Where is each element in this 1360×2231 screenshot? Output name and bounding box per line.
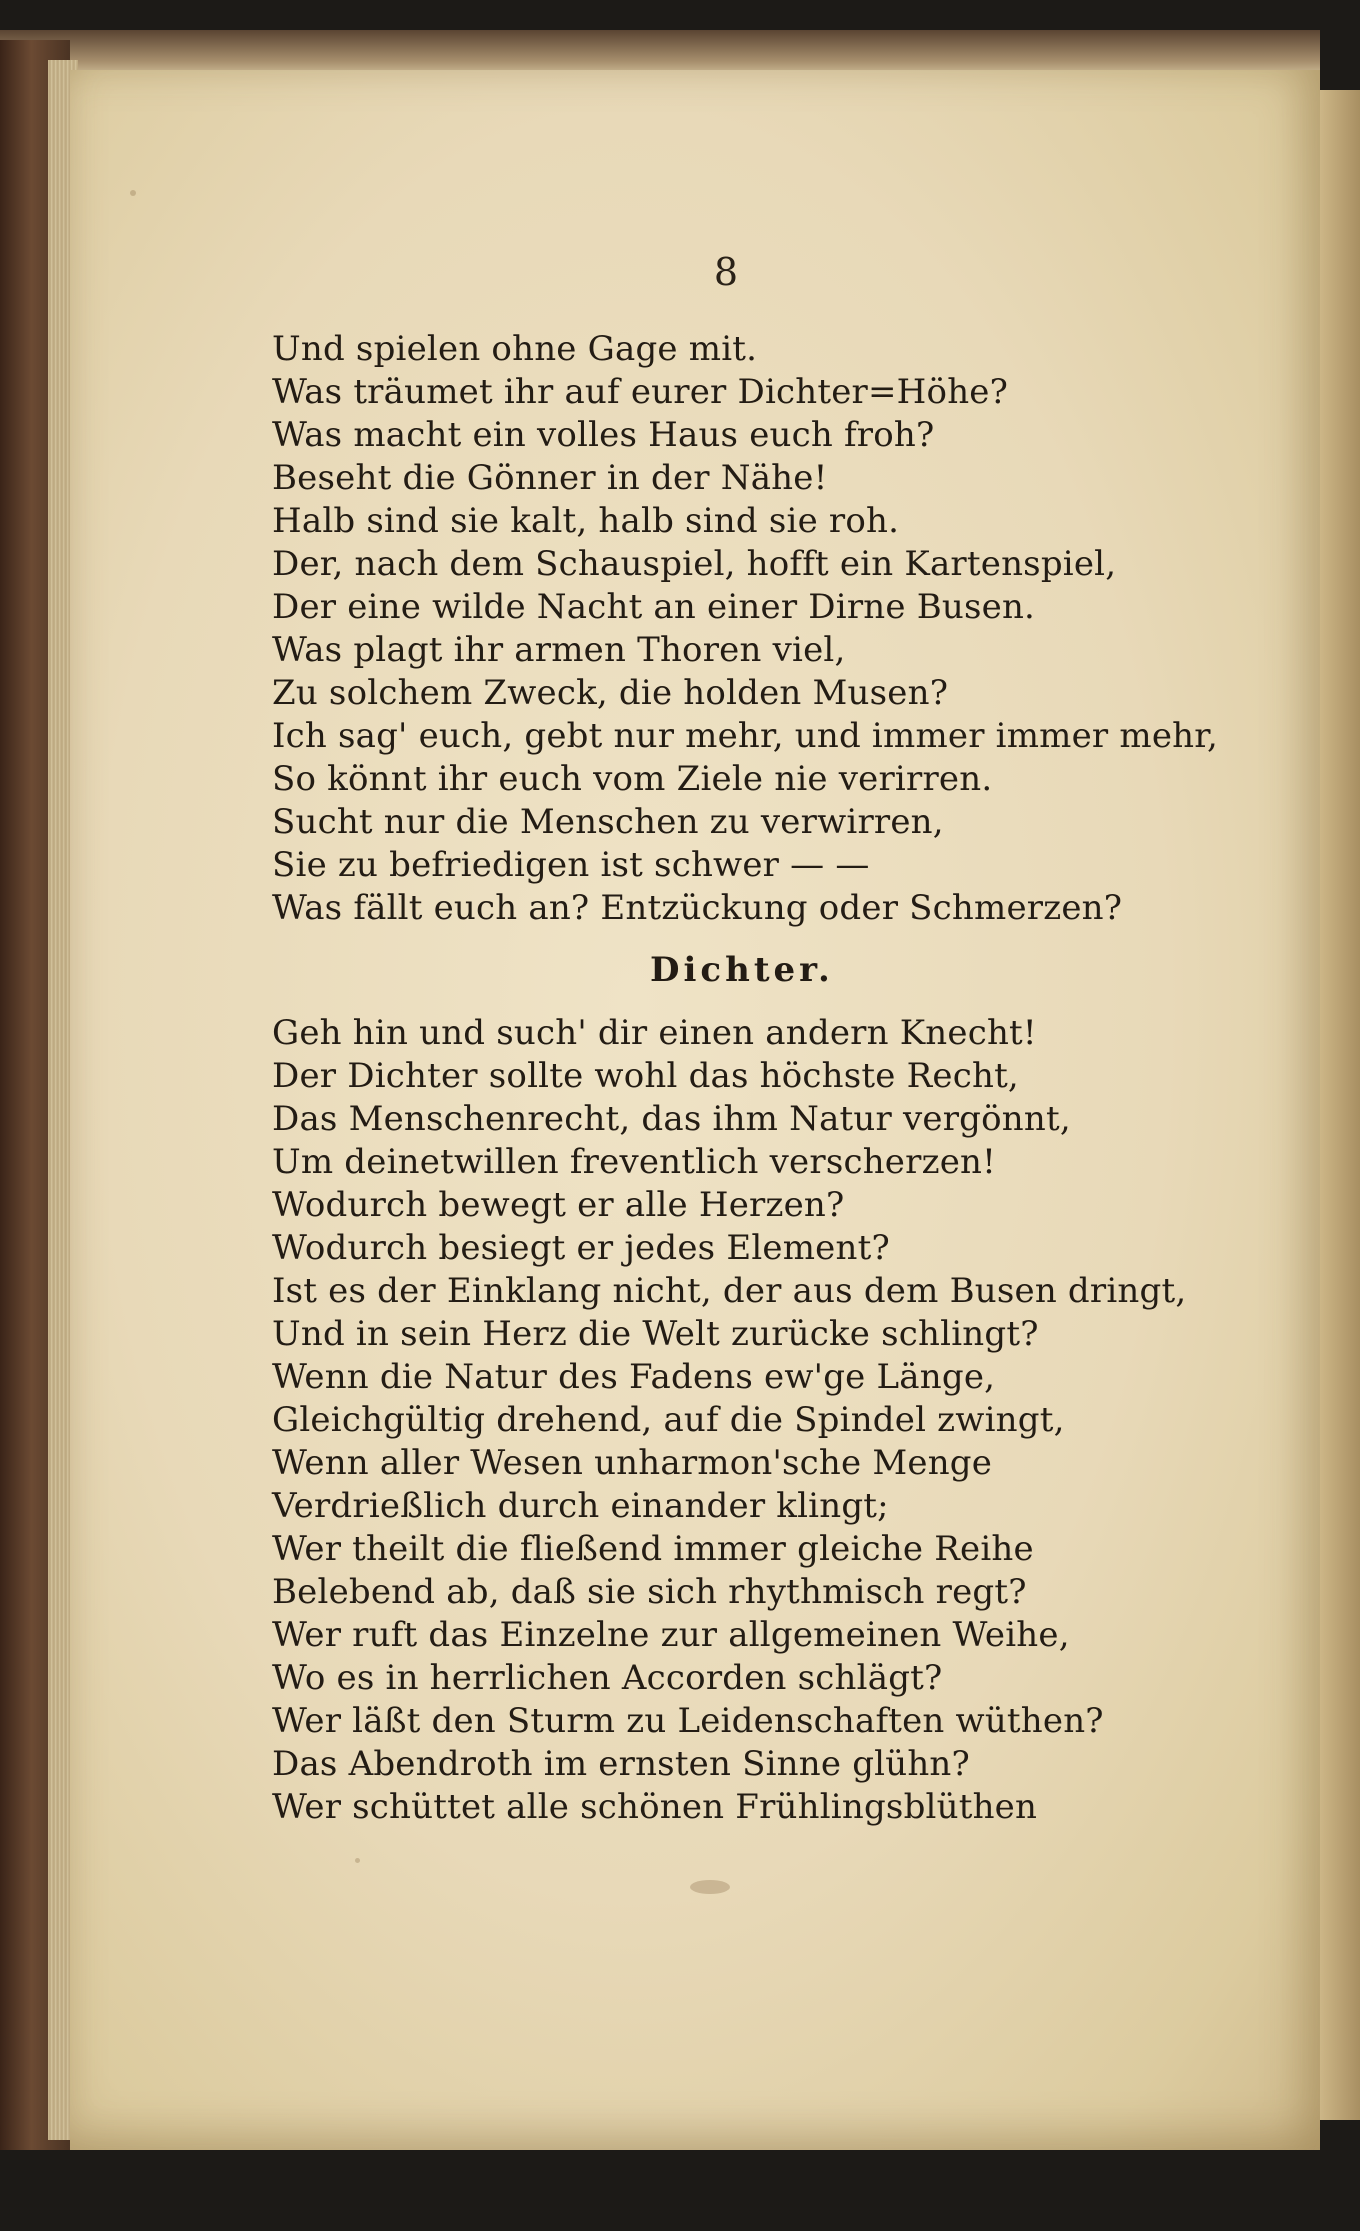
verse-line: Der eine wilde Nacht an einer Dirne Busen. <box>272 587 1036 627</box>
verse-line: Gleichgültig drehend, auf die Spindel zwingt, <box>272 1400 1065 1440</box>
verse-line: Verdrießlich durch einander klingt; <box>272 1486 889 1526</box>
verse-line: Und spielen ohne Gage mit. <box>272 329 758 369</box>
verse-line: So könnt ihr euch vom Ziele nie verirren. <box>272 759 993 799</box>
verse-line: Ich sag' euch, gebt nur mehr, und immer immer mehr, <box>272 716 1218 756</box>
verse-line: Geh hin und such' dir einen andern Knecht! <box>272 1013 1037 1053</box>
verse-line: Wer schüttet alle schönen Frühlingsblüthen <box>272 1787 1038 1827</box>
verse-line: Was fällt euch an? Entzückung oder Schmerzen? <box>272 888 1123 928</box>
paper-spot <box>355 1858 360 1863</box>
verse-line: Wodurch besiegt er jedes Element? <box>272 1228 890 1268</box>
stanza-1 <box>272 328 1272 930</box>
verse-line: Der Dichter sollte wohl das höchste Recht, <box>272 1056 1019 1096</box>
verse-line: Was plagt ihr armen Thoren viel, <box>272 630 846 670</box>
paper-stain <box>690 1880 730 1894</box>
verse-line: Was träumet ihr auf eurer Dichter=Höhe? <box>272 372 1009 412</box>
verse-line: Sie zu befriedigen ist schwer — — <box>272 845 870 885</box>
verse-line: Halb sind sie kalt, halb sind sie roh. <box>272 501 900 541</box>
verse-line: Wo es in herrlichen Accorden schlägt? <box>272 1658 943 1698</box>
verse-line: Wenn aller Wesen unharmon'sche Menge <box>272 1443 993 1483</box>
paper-spot <box>130 190 136 196</box>
verse-line: Der, nach dem Schauspiel, hofft ein Kartenspiel, <box>272 544 1117 584</box>
page-number: 8 <box>713 250 739 294</box>
book-cover-top-edge <box>0 30 1320 75</box>
verse-line: Beseht die Gönner in der Nähe! <box>272 458 828 498</box>
verse-line: Wenn die Natur des Fadens ew'ge Länge, <box>272 1357 996 1397</box>
verse-line: Sucht nur die Menschen zu verwirren, <box>272 802 944 842</box>
verse-line: Wer läßt den Sturm zu Leidenschaften wüthen? <box>272 1701 1104 1741</box>
verse-line: Wer theilt die fließend immer gleiche Reihe <box>272 1529 1034 1569</box>
verse-line: Belebend ab, daß sie sich rhythmisch regt? <box>272 1572 1027 1612</box>
poem-text <box>272 328 1272 1829</box>
verse-line: Wer ruft das Einzelne zur allgemeinen Weihe, <box>272 1615 1070 1655</box>
verse-line: Das Abendroth im ernsten Sinne glühn? <box>272 1744 970 1784</box>
verse-line: Wodurch bewegt er alle Herzen? <box>272 1185 845 1225</box>
verse-line: Um deinetwillen freventlich verscherzen! <box>272 1142 996 1182</box>
speaker-heading: Dichter. <box>650 950 834 990</box>
verse-line: Und in sein Herz die Welt zurücke schlingt? <box>272 1314 1039 1354</box>
verse-line: Was macht ein volles Haus euch froh? <box>272 415 935 455</box>
verse-line: Zu solchem Zweck, die holden Musen? <box>272 673 949 713</box>
verse-line: Das Menschenrecht, das ihm Natur vergönnt, <box>272 1099 1071 1139</box>
verse-line: Ist es der Einklang nicht, der aus dem Busen dringt, <box>272 1271 1187 1311</box>
stanza-2 <box>272 1012 1272 1829</box>
scan-background <box>0 2150 1360 2231</box>
